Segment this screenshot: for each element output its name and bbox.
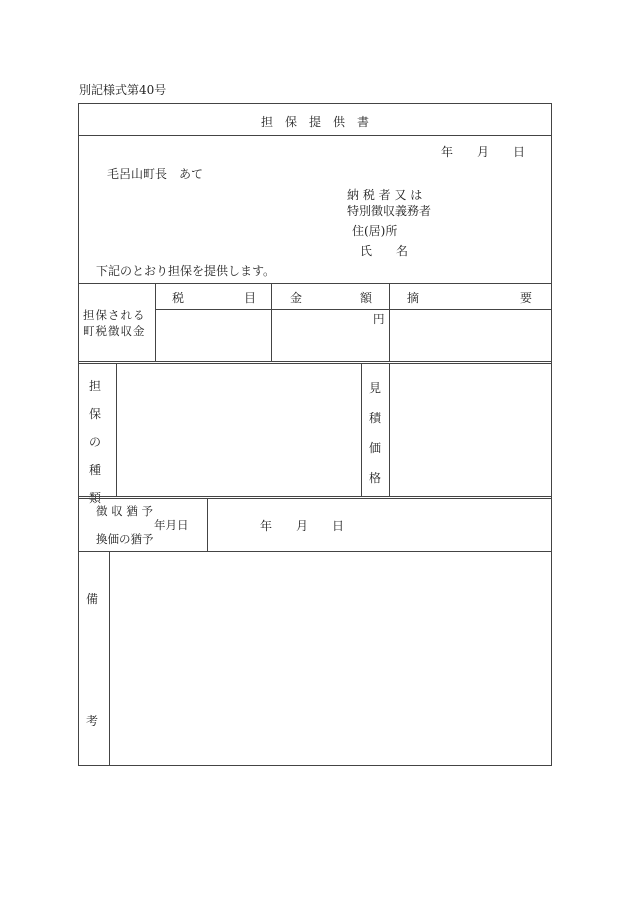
special-collector-label: 特別徴収義務者 xyxy=(347,204,432,218)
divider xyxy=(207,498,208,551)
divider xyxy=(155,309,552,310)
label-char: 種 xyxy=(88,463,101,477)
address-label: 住(居)所 xyxy=(352,224,398,238)
label-char: 格 xyxy=(368,471,381,485)
label-char: 担 xyxy=(88,379,101,393)
secured-amount-label: 担保される xyxy=(83,308,146,322)
addressee: 毛呂山町長 あて xyxy=(107,167,204,181)
col-tax-head-1: 税 xyxy=(172,291,185,305)
remarks-label-2: 考 xyxy=(86,714,99,728)
grace-label: 徴 収 猶 予 xyxy=(96,504,153,518)
secured-amount-label-2: 町税徴収金 xyxy=(83,324,146,338)
col-amount-head-2: 額 xyxy=(360,291,373,305)
form-number: 別記様式第40号 xyxy=(79,83,167,97)
estimated-value-label xyxy=(365,379,385,486)
divider xyxy=(109,551,110,766)
col-amount-head-1: 金 xyxy=(290,291,303,305)
realization-grace-label: 換価の猶予 xyxy=(96,532,154,546)
divider xyxy=(78,498,552,499)
divider xyxy=(78,496,552,497)
form-frame xyxy=(78,103,552,766)
divider xyxy=(361,363,362,496)
form-title: 担 保 提 供 書 xyxy=(260,115,369,129)
name-label: 氏 名 xyxy=(360,244,409,258)
col-tax-head-2: 目 xyxy=(244,291,257,305)
divider xyxy=(389,363,390,496)
label-char: 価 xyxy=(368,441,381,455)
statement: 下記のとおり担保を提供します。 xyxy=(96,264,276,278)
col-summary-head-1: 摘 xyxy=(407,291,420,305)
divider xyxy=(78,135,552,136)
divider xyxy=(389,283,390,361)
divider xyxy=(155,283,156,361)
divider xyxy=(78,283,552,284)
divider xyxy=(78,361,552,362)
label-char: 見 xyxy=(368,381,381,395)
divider xyxy=(116,363,117,496)
divider xyxy=(78,363,552,364)
divider xyxy=(78,551,552,552)
date-line: 年 月 日 xyxy=(441,145,526,159)
grace-date: 年 月 日 xyxy=(260,519,345,533)
yen-unit: 円 xyxy=(373,312,385,326)
taxpayer-label: 納 税 者 又 は xyxy=(347,188,423,202)
remarks-label-1: 備 xyxy=(86,592,99,606)
col-summary-head-2: 要 xyxy=(520,291,533,305)
label-char: の xyxy=(88,435,101,449)
label-char: 保 xyxy=(88,407,101,421)
divider xyxy=(271,283,272,361)
grace-date-label: 年月日 xyxy=(154,518,189,532)
collateral-type-label xyxy=(85,377,105,506)
label-char: 積 xyxy=(368,411,381,425)
